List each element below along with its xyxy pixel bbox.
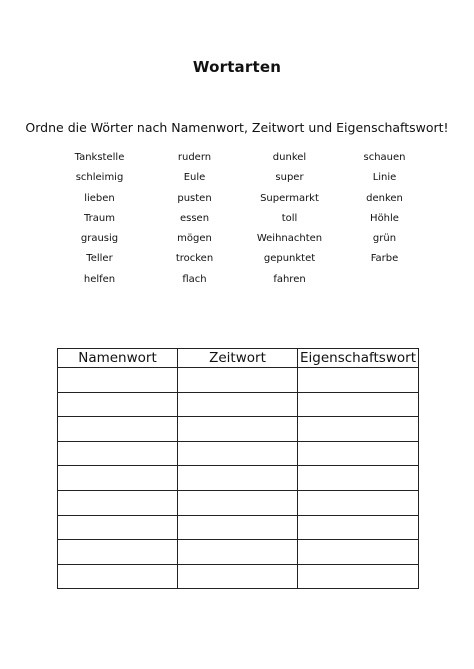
word-item: super bbox=[275, 172, 304, 184]
word-item: Linie bbox=[372, 172, 397, 184]
answer-cell[interactable] bbox=[298, 441, 419, 466]
answer-cell[interactable] bbox=[58, 368, 178, 393]
answer-cell[interactable] bbox=[178, 490, 298, 515]
word-list bbox=[52, 148, 432, 290]
word-item: essen bbox=[179, 212, 210, 224]
answer-cell[interactable] bbox=[178, 392, 298, 417]
answer-cell[interactable] bbox=[58, 564, 178, 589]
answer-cell[interactable] bbox=[298, 417, 419, 442]
answer-cell[interactable] bbox=[178, 564, 298, 589]
table-header-row bbox=[58, 349, 419, 368]
word-item: Weihnachten bbox=[256, 233, 323, 245]
word-item: schauen bbox=[363, 152, 406, 163]
answer-table-body bbox=[58, 368, 419, 589]
answer-cell[interactable] bbox=[58, 392, 178, 417]
word-item: Farbe bbox=[370, 253, 399, 265]
answer-cell[interactable] bbox=[178, 368, 298, 393]
answer-cell[interactable] bbox=[58, 417, 178, 442]
word-item bbox=[337, 270, 432, 290]
answer-cell[interactable] bbox=[178, 466, 298, 491]
answer-table bbox=[57, 348, 419, 589]
page-title: Wortarten bbox=[192, 58, 282, 76]
word-item: schleimig bbox=[75, 172, 124, 184]
answer-cell[interactable] bbox=[178, 417, 298, 442]
word-item: fahren bbox=[273, 273, 306, 285]
answer-cell[interactable] bbox=[178, 540, 298, 565]
table-row bbox=[58, 564, 419, 589]
answer-cell[interactable] bbox=[58, 540, 178, 565]
table-row bbox=[58, 540, 419, 565]
word-item: Supermarkt bbox=[260, 192, 319, 204]
word-item: rudern bbox=[177, 152, 212, 163]
table-row bbox=[58, 417, 419, 442]
table-row bbox=[58, 441, 419, 466]
word-item: Teller bbox=[86, 253, 113, 265]
word-item: Traum bbox=[84, 212, 115, 224]
answer-cell[interactable] bbox=[58, 490, 178, 515]
table-row bbox=[58, 515, 419, 540]
word-item: toll bbox=[281, 212, 298, 224]
word-item: flach bbox=[182, 273, 207, 285]
header-zeitwort: Zeitwort bbox=[178, 349, 298, 368]
table-row bbox=[58, 490, 419, 515]
answer-cell[interactable] bbox=[298, 515, 419, 540]
word-item: denken bbox=[366, 192, 403, 204]
word-item: grausig bbox=[80, 233, 119, 245]
word-item: Eule bbox=[183, 172, 206, 184]
table-row bbox=[58, 368, 419, 393]
header-namenwort: Namenwort bbox=[58, 349, 178, 368]
instruction-text: Ordne die Wörter nach Namenwort, Zeitwort und Eigenschaftswort! bbox=[25, 120, 449, 135]
table-row bbox=[58, 466, 419, 491]
answer-cell[interactable] bbox=[178, 441, 298, 466]
word-item: Höhle bbox=[370, 212, 399, 224]
word-item: dunkel bbox=[272, 152, 307, 163]
word-item: pusten bbox=[177, 192, 212, 204]
word-item: helfen bbox=[83, 273, 116, 285]
table-row bbox=[58, 392, 419, 417]
word-item: Tankstelle bbox=[74, 152, 125, 163]
answer-cell[interactable] bbox=[298, 466, 419, 491]
answer-cell[interactable] bbox=[298, 540, 419, 565]
answer-cell[interactable] bbox=[58, 441, 178, 466]
word-item: grün bbox=[372, 233, 397, 245]
answer-cell[interactable] bbox=[178, 515, 298, 540]
word-item: lieben bbox=[84, 192, 115, 204]
answer-cell[interactable] bbox=[298, 392, 419, 417]
answer-cell[interactable] bbox=[58, 515, 178, 540]
answer-cell[interactable] bbox=[58, 466, 178, 491]
header-eigenschaftswort: Eigenschaftswort bbox=[298, 349, 419, 368]
answer-cell[interactable] bbox=[298, 368, 419, 393]
word-item: gepunktet bbox=[263, 253, 316, 265]
word-item: trocken bbox=[175, 253, 214, 265]
answer-cell[interactable] bbox=[298, 564, 419, 589]
answer-cell[interactable] bbox=[298, 490, 419, 515]
word-item: mögen bbox=[177, 233, 212, 245]
